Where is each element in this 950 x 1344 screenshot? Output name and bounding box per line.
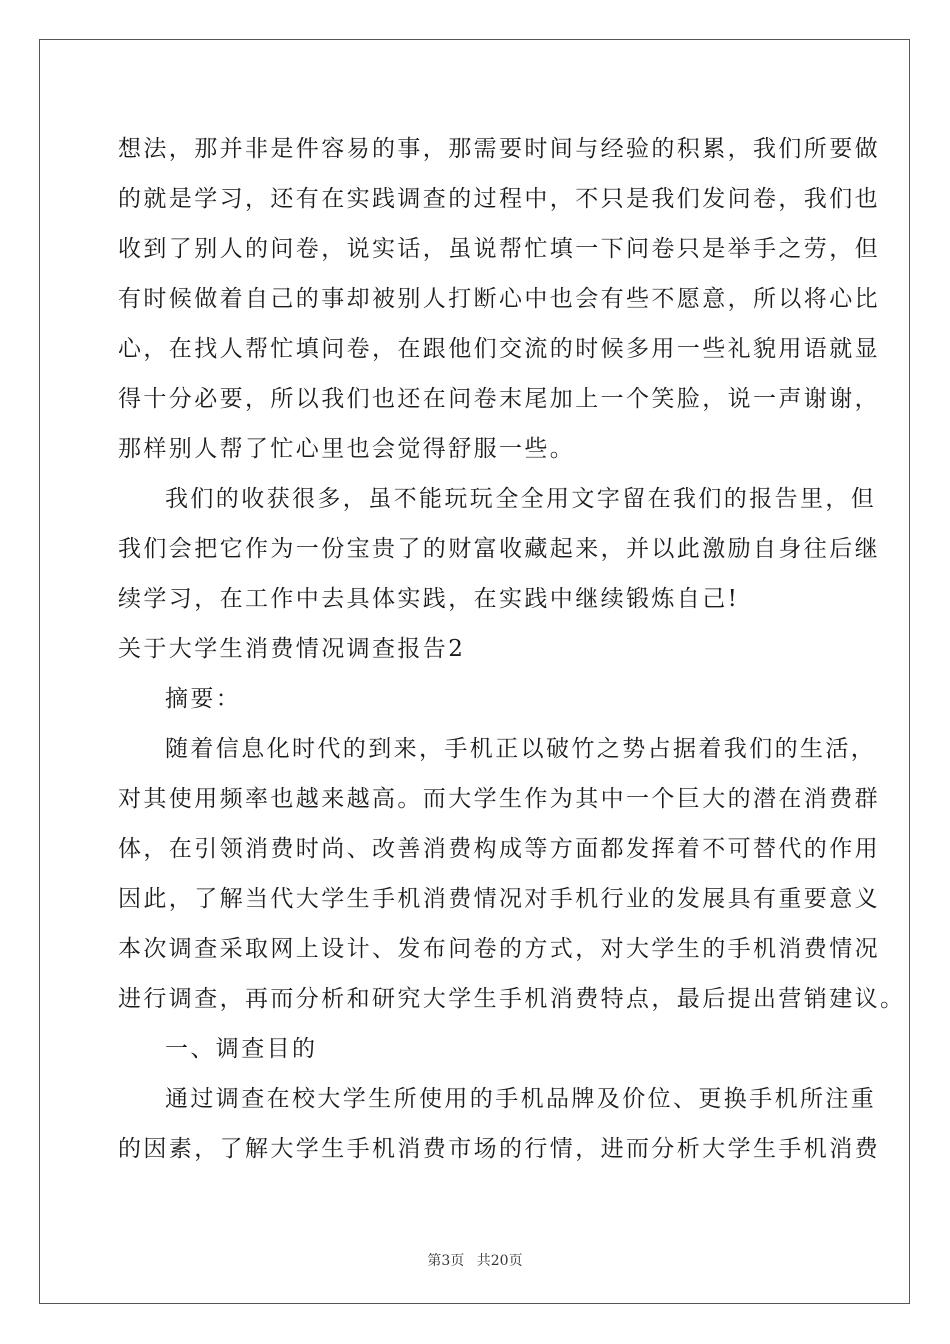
text-line: 续学习，在工作中去具体实践，在实践中继续锻炼自己! [118, 586, 740, 612]
text-line: 我们会把它作为一份宝贵了的财富收藏起来，并以此激励自身往后继 [118, 536, 880, 562]
page-border [39, 39, 910, 1304]
text-line: 本次调查采取网上设计、发布问卷的方式，对大学生的手机消费情况 [118, 936, 880, 962]
subsection-heading: 一、调查目的 [165, 1036, 318, 1062]
text-line: 的因素，了解大学生手机消费市场的行情，进而分析大学生手机消费 [118, 1136, 880, 1162]
text-line: 的就是学习，还有在实践调查的过程中，不只是我们发问卷，我们也 [118, 186, 880, 212]
text-line: 心，在找人帮忙填问卷，在跟他们交流的时候多用一些礼貌用语就显 [118, 336, 880, 362]
text-line: 那样别人帮了忙心里也会觉得舒服一些。 [118, 436, 576, 462]
text-line: 因此，了解当代大学生手机消费情况对手机行业的发展具有重要意义 [118, 886, 880, 912]
text-line: 进行调查，再而分析和研究大学生手机消费特点，最后提出营销建议。 [118, 986, 906, 1012]
abstract-heading: 摘要： [165, 686, 242, 712]
text-line: 收到了别人的问卷，说实话，虽说帮忙填一下问卷只是举手之劳，但 [118, 236, 880, 262]
text-line: 随着信息化时代的到来，手机正以破竹之势占据着我们的生活， [165, 736, 877, 762]
text-line: 想法，那并非是件容易的事，那需要时间与经验的积累，我们所要做 [118, 136, 880, 162]
text-line: 通过调查在校大学生所使用的手机品牌及价位、更换手机所注重 [165, 1086, 877, 1112]
page-footer [0, 1250, 950, 1270]
text-line: 对其使用频率也越来越高。而大学生作为其中一个巨大的潜在消费群 [118, 786, 880, 812]
text-line: 我们的收获很多，虽不能玩玩全全用文字留在我们的报告里，但 [165, 486, 877, 512]
section-title: 关于大学生消费情况调查报告2 [118, 636, 466, 662]
text-line: 体，在引领消费时尚、改善消费构成等方面都发挥着不可替代的作用 [118, 836, 880, 862]
text-line: 得十分必要，所以我们也还在问卷末尾加上一个笑脸，说一声谢谢， [118, 386, 880, 412]
text-line: 有时候做着自己的事却被别人打断心中也会有些不愿意，所以将心比 [118, 286, 880, 312]
page-total: 共20页 [476, 1253, 523, 1269]
page-number: 第3页 [427, 1253, 465, 1269]
